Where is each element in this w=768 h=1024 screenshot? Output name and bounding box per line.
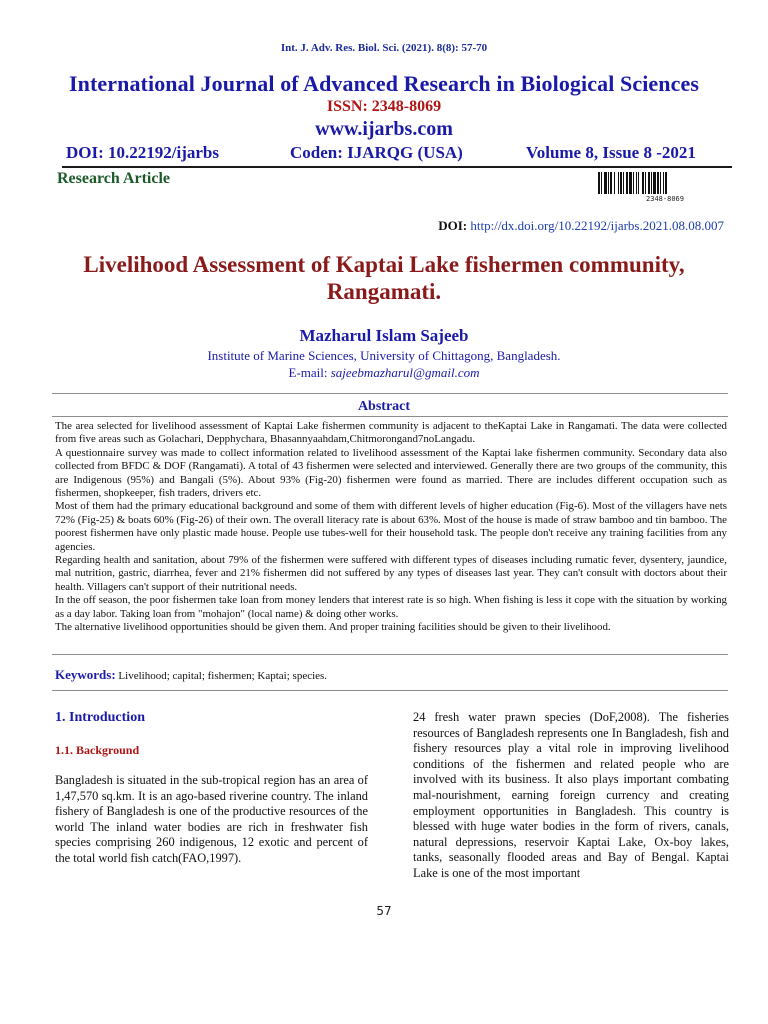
keywords-label: Keywords:	[55, 667, 116, 682]
coden: Coden: IJARQG (USA)	[290, 143, 463, 162]
abstract-rule-top	[52, 393, 728, 394]
abstract-heading: Abstract	[357, 399, 411, 414]
journal-doi: DOI: 10.22192/ijarbs	[66, 143, 219, 162]
abstract-rule-bottom	[52, 654, 728, 655]
keywords-text: Livelihood; capital; fishermen; Kaptai; species.	[115, 670, 328, 682]
abstract-body	[55, 420, 727, 635]
barcode-number: 2348-8069	[646, 195, 684, 203]
paper-title	[0, 251, 768, 305]
doi-line	[438, 218, 724, 234]
volume-issue: Volume 8, Issue 8 -2021	[526, 143, 696, 162]
abstract-paragraph: Regarding health and sanitation, about 79% of the fishermen were suffered with different types of diseases including rumatic fever, dysentery, jaundice, mal nutrition, gastric, diarrhea, fever and 21% fishermen did not suffered by any types of diseases last year. They can't consult with doctors about their health. Villagers can't support of their nutritional needs.	[55, 554, 727, 593]
page-number: 57	[376, 904, 392, 918]
paper-title-line2: Rangamati.	[326, 279, 442, 304]
abstract-paragraph: Most of them had the primary educational background and some of them with different levels of higher education (Fig-6). Most of the villagers have nets 72% (Fig-25) & boats 60% (Fig-26) of their own. The overall literacy rate is about 63%. Most of the house is made of straw bamboo and tin bamboo. The poorest fishermen have only plastic made house. People use tubes-well for their household task. The people don't receive any training facilities from any agencies.	[55, 500, 727, 553]
article-type: Research Article	[57, 170, 170, 187]
paper-title-line1: Livelihood Assessment of Kaptai Lake fishermen community,	[83, 252, 685, 277]
section-heading-introduction: 1. Introduction	[55, 710, 145, 725]
body-paragraph: 24 fresh water prawn species (DoF,2008). The fisheries resources of Bangladesh represents one In Bangladesh, fish and fishery resources play a vital role in improving livelihood conditions of the fishermen and related people who are involved with its business. It also plays important combating mal-nourishment, earning foreign currency and creating employment opportunities in Bangladesh. This country is blessed with huge water bodies in the form of rivers, canals, natural depressions, reservoir Kaptai Lake, Ox-boy lakes, tanks, seasonally flooded areas and Bay of Bengal. Kaptai Lake is one of the most important	[413, 710, 729, 880]
abstract-paragraph: The area selected for livelihood assessment of Kaptai Lake fishermen community is adjacent to theKaptai Lake in Rangamati. The data were collected from five areas such as Golachari, Depphychara, Bhasannyaahdam,Chitmorongand7noLangadu.	[55, 420, 727, 446]
journal-website-link[interactable]: www.ijarbs.com	[315, 118, 453, 140]
abstract-paragraph: A questionnaire survey was made to collect information related to livelihood assessment of the Kaptai lake fishermen community. Secondary data also collected from BFDC & DOF (Rangamati). A total of 43 fishermen were selected and interviewed. Generally there are two groups of the community, this are Indigenous (95%) and Bangali (5%). About 93% (Fig-20) fishermen were found as married. There are includes different occupation such as fishermen, shopkeeper, fish traders, drivers etc.	[55, 446, 727, 500]
journal-title: International Journal of Advanced Research in Biological Sciences	[68, 71, 700, 96]
issn: ISSN: 2348-8069	[326, 98, 442, 115]
barcode-icon	[598, 172, 732, 194]
abstract-paragraph: The alternative livelihood opportunities should be given them. And proper training facilities should be given to their livelihood.	[55, 621, 611, 634]
subsection-heading-background: 1.1. Background	[55, 743, 140, 757]
barcode	[598, 172, 732, 204]
author-name: Mazharul Islam Sajeeb	[299, 326, 469, 345]
doi-link[interactable]: http://dx.doi.org/10.22192/ijarbs.2021.08.08.007	[470, 218, 724, 233]
email-link[interactable]: sajeebmazharul@gmail.com	[330, 365, 480, 380]
email-label: E-mail:	[288, 365, 328, 380]
author-affiliation: Institute of Marine Sciences, University of Chittagong, Bangladesh.	[207, 348, 561, 363]
header-divider	[62, 166, 732, 168]
author-email-line	[0, 365, 768, 381]
body-left-column	[55, 773, 368, 867]
keywords	[55, 667, 327, 683]
body-right-column	[413, 710, 729, 882]
abstract-paragraph: In the off season, the poor fishermen take loan from money lenders that interest rate is so high. When fishing is less it cope with the situation by working as a day labor. Taking loan from "mohajon" (local name) & doing other works.	[55, 594, 727, 620]
abstract-rule-mid	[52, 416, 728, 417]
keywords-rule	[52, 690, 728, 691]
body-paragraph: Bangladesh is situated in the sub-tropical region has an area of 1,47,570 sq.km. It is an ago-based riverine country. The inland fishery of Bangladesh is one of the productive resources of the world The inland water bodies are rich in freshwater fish species comprising 260 indigenous, 12 exotic and percent of the total world fish catch(FAO,1997).	[55, 773, 368, 865]
doi-label: DOI:	[438, 218, 468, 233]
running-head: Int. J. Adv. Res. Biol. Sci. (2021). 8(8): 57-70	[280, 42, 488, 54]
